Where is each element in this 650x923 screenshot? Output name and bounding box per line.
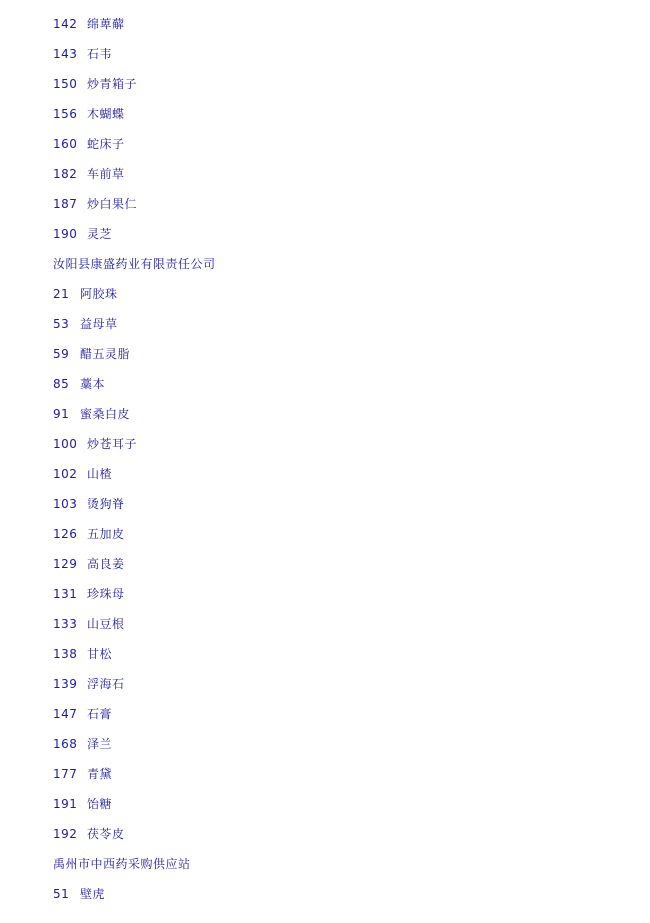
item-number: 139	[53, 677, 78, 691]
list-item	[53, 824, 216, 854]
item-name: 饴糖	[87, 797, 113, 811]
list-item	[53, 134, 216, 164]
company-name: 禹州市中西药采购供应站	[53, 857, 191, 871]
list-item	[53, 644, 216, 674]
item-name: 山楂	[87, 467, 113, 481]
list-item	[53, 14, 216, 44]
company-heading	[53, 854, 216, 884]
item-number: 143	[53, 47, 78, 61]
company-heading	[53, 254, 216, 284]
item-number: 21	[53, 287, 70, 301]
list-item	[53, 584, 216, 614]
list-item	[53, 704, 216, 734]
list-item	[53, 194, 216, 224]
item-number: 91	[53, 407, 70, 421]
item-number: 182	[53, 167, 78, 181]
item-name: 泽兰	[87, 737, 113, 751]
item-name: 车前草	[87, 167, 125, 181]
item-number: 187	[53, 197, 78, 211]
item-number: 133	[53, 617, 78, 631]
item-number: 51	[53, 887, 70, 901]
item-name: 炒青箱子	[87, 77, 138, 91]
list-item	[53, 614, 216, 644]
item-number: 150	[53, 77, 78, 91]
item-number: 59	[53, 347, 70, 361]
company-name: 汝阳县康盛药业有限责任公司	[53, 257, 216, 271]
item-number: 102	[53, 467, 78, 481]
item-number: 131	[53, 587, 78, 601]
list-item	[53, 404, 216, 434]
item-name: 醋五灵脂	[80, 347, 131, 361]
item-name: 壁虎	[80, 887, 106, 901]
item-number: 85	[53, 377, 70, 391]
item-name: 益母草	[80, 317, 118, 331]
item-name: 烫狗脊	[87, 497, 125, 511]
list-item	[53, 554, 216, 584]
item-name: 山豆根	[87, 617, 125, 631]
item-number: 53	[53, 317, 70, 331]
list-item	[53, 224, 216, 254]
item-number: 191	[53, 797, 78, 811]
list-item	[53, 674, 216, 704]
list-item	[53, 524, 216, 554]
item-name: 藁本	[80, 377, 106, 391]
item-number: 177	[53, 767, 78, 781]
item-number: 138	[53, 647, 78, 661]
medicine-list	[53, 14, 216, 914]
list-item	[53, 884, 216, 914]
list-item	[53, 164, 216, 194]
item-name: 蛇床子	[87, 137, 125, 151]
item-name: 高良姜	[87, 557, 125, 571]
list-item	[53, 434, 216, 464]
list-item	[53, 314, 216, 344]
item-name: 青黛	[87, 767, 113, 781]
item-name: 灵芝	[87, 227, 113, 241]
item-number: 147	[53, 707, 78, 721]
list-item	[53, 794, 216, 824]
item-name: 蜜桑白皮	[80, 407, 131, 421]
list-item	[53, 44, 216, 74]
item-number: 100	[53, 437, 78, 451]
item-name: 炒苍耳子	[87, 437, 138, 451]
item-number: 190	[53, 227, 78, 241]
item-name: 甘松	[87, 647, 113, 661]
list-item	[53, 104, 216, 134]
item-number: 142	[53, 17, 78, 31]
list-item	[53, 734, 216, 764]
item-name: 炒白果仁	[87, 197, 138, 211]
item-name: 五加皮	[87, 527, 125, 541]
item-name: 石韦	[87, 47, 113, 61]
list-item	[53, 284, 216, 314]
list-item	[53, 764, 216, 794]
list-item	[53, 344, 216, 374]
item-number: 129	[53, 557, 78, 571]
list-item	[53, 464, 216, 494]
item-name: 浮海石	[87, 677, 125, 691]
item-name: 阿胶珠	[80, 287, 118, 301]
list-item	[53, 74, 216, 104]
list-item	[53, 494, 216, 524]
item-number: 103	[53, 497, 78, 511]
item-name: 木蝴蝶	[87, 107, 125, 121]
item-number: 168	[53, 737, 78, 751]
item-name: 茯苓皮	[87, 827, 125, 841]
list-item	[53, 374, 216, 404]
item-name: 石膏	[87, 707, 113, 721]
item-number: 192	[53, 827, 78, 841]
item-number: 160	[53, 137, 78, 151]
item-number: 156	[53, 107, 78, 121]
item-name: 绵萆薢	[87, 17, 125, 31]
item-number: 126	[53, 527, 78, 541]
item-name: 珍珠母	[87, 587, 125, 601]
